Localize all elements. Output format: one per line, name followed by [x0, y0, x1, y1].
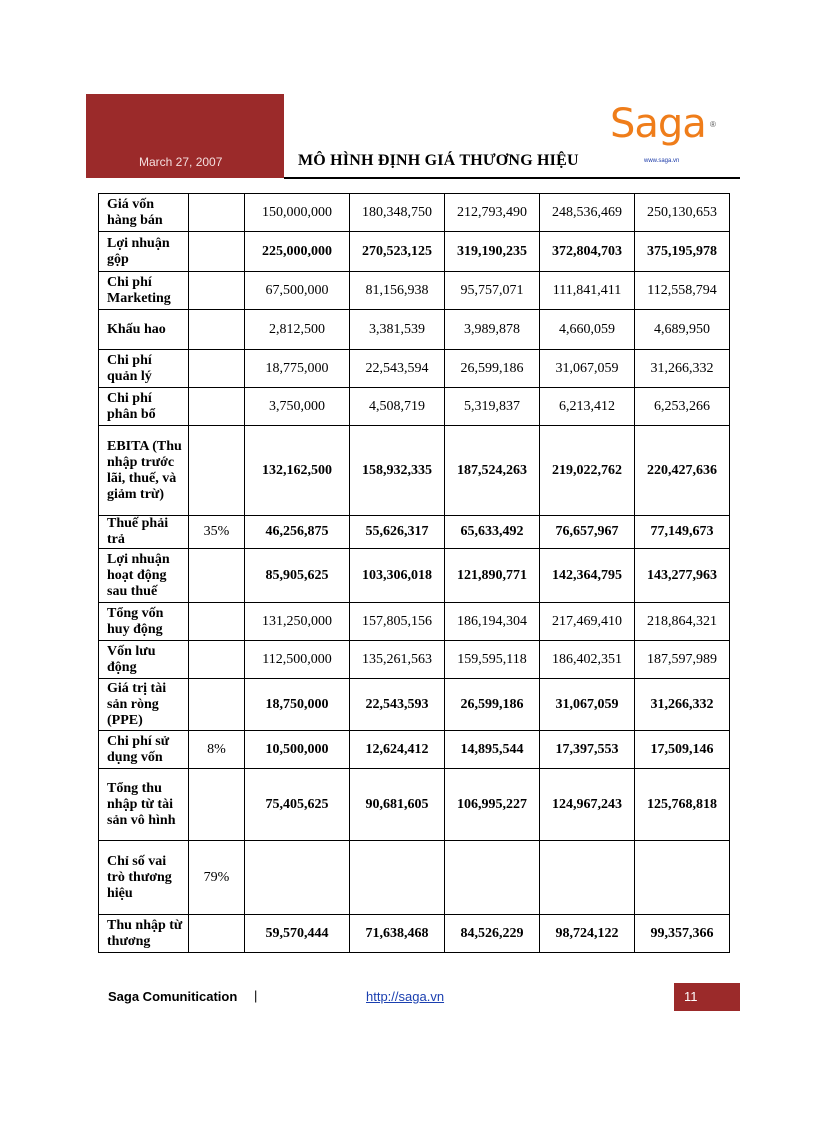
- table-cell: 187,524,263: [445, 426, 540, 516]
- row-rate: [189, 310, 245, 350]
- row-label: Tổng vốn huy động: [99, 603, 189, 641]
- row-label: Thuế phải trả: [99, 516, 189, 549]
- table-cell: 31,266,332: [635, 350, 730, 388]
- table-row: [99, 679, 730, 731]
- footer-company: Saga Comunitication: [108, 989, 238, 1004]
- table-cell: 95,757,071: [445, 272, 540, 310]
- table-cell: 219,022,762: [540, 426, 635, 516]
- row-rate: 79%: [189, 841, 245, 915]
- table-row: [99, 915, 730, 953]
- footer-separator: |: [254, 988, 258, 1003]
- table-cell: 75,405,625: [245, 769, 350, 841]
- table-cell: 22,543,594: [350, 350, 445, 388]
- table-cell: 270,523,125: [350, 232, 445, 272]
- table-cell: 31,067,059: [540, 350, 635, 388]
- table-cell: 121,890,771: [445, 549, 540, 603]
- table-row: [99, 310, 730, 350]
- table-cell: 150,000,000: [245, 194, 350, 232]
- table-row: [99, 641, 730, 679]
- table-cell: 248,536,469: [540, 194, 635, 232]
- table-cell: 157,805,156: [350, 603, 445, 641]
- table-cell: 180,348,750: [350, 194, 445, 232]
- table-cell: 85,905,625: [245, 549, 350, 603]
- row-rate: [189, 388, 245, 426]
- row-rate: [189, 232, 245, 272]
- table-cell: 67,500,000: [245, 272, 350, 310]
- table-cell: 2,812,500: [245, 310, 350, 350]
- table-cell: 112,500,000: [245, 641, 350, 679]
- row-rate: [189, 350, 245, 388]
- table-cell: 26,599,186: [445, 350, 540, 388]
- table-cell: 375,195,978: [635, 232, 730, 272]
- row-label: Giá vốn hàng bán: [99, 194, 189, 232]
- row-label: Giá trị tài sản ròng (PPE): [99, 679, 189, 731]
- table-cell: 143,277,963: [635, 549, 730, 603]
- table-row: [99, 516, 730, 549]
- table-row: [99, 388, 730, 426]
- table-cell: 59,570,444: [245, 915, 350, 953]
- table-cell: 111,841,411: [540, 272, 635, 310]
- table-cell: 76,657,967: [540, 516, 635, 549]
- table-cell: 5,319,837: [445, 388, 540, 426]
- table-cell: 319,190,235: [445, 232, 540, 272]
- table-cell: 31,067,059: [540, 679, 635, 731]
- table-cell: 65,633,492: [445, 516, 540, 549]
- page-title: MÔ HÌNH ĐỊNH GIÁ THƯƠNG HIỆU: [298, 152, 579, 169]
- row-label: Chỉ số vai trò thương hiệu: [99, 841, 189, 915]
- table-cell: 103,306,018: [350, 549, 445, 603]
- row-rate: 35%: [189, 516, 245, 549]
- logo-url: www.saga.vn: [644, 158, 680, 164]
- table-cell: 225,000,000: [245, 232, 350, 272]
- table-row: [99, 194, 730, 232]
- table-cell: 106,995,227: [445, 769, 540, 841]
- valuation-table: [98, 193, 730, 953]
- table-cell: 217,469,410: [540, 603, 635, 641]
- table-cell: 18,775,000: [245, 350, 350, 388]
- saga-logo: [606, 101, 722, 168]
- table-row: [99, 232, 730, 272]
- header-date: March 27, 2007: [139, 155, 223, 169]
- table-row: [99, 272, 730, 310]
- table-cell: 14,895,544: [445, 731, 540, 769]
- table-cell: 81,156,938: [350, 272, 445, 310]
- row-rate: [189, 641, 245, 679]
- row-label: Vốn lưu động: [99, 641, 189, 679]
- table-row: [99, 731, 730, 769]
- row-label: Tổng thu nhập từ tài sản vô hình: [99, 769, 189, 841]
- table-row: [99, 549, 730, 603]
- row-label: Lợi nhuận gộp: [99, 232, 189, 272]
- table-cell: 22,543,593: [350, 679, 445, 731]
- footer-website-link[interactable]: http://saga.vn: [366, 989, 445, 1004]
- table-cell: 372,804,703: [540, 232, 635, 272]
- table-cell: 220,427,636: [635, 426, 730, 516]
- row-label: Khấu hao: [99, 310, 189, 350]
- table-cell: 46,256,875: [245, 516, 350, 549]
- row-rate: [189, 194, 245, 232]
- table-cell: 112,558,794: [635, 272, 730, 310]
- table-row: [99, 769, 730, 841]
- table-cell: 10,500,000: [245, 731, 350, 769]
- table-cell: 84,526,229: [445, 915, 540, 953]
- table-cell: [540, 841, 635, 915]
- table-cell: 158,932,335: [350, 426, 445, 516]
- table-cell: 186,402,351: [540, 641, 635, 679]
- table-body: [99, 194, 730, 953]
- table-cell: 3,750,000: [245, 388, 350, 426]
- table-cell: 3,989,878: [445, 310, 540, 350]
- row-rate: [189, 679, 245, 731]
- table-row: [99, 841, 730, 915]
- table-cell: 4,508,719: [350, 388, 445, 426]
- table-cell: 124,967,243: [540, 769, 635, 841]
- table-cell: 31,266,332: [635, 679, 730, 731]
- table-cell: 12,624,412: [350, 731, 445, 769]
- table-cell: 55,626,317: [350, 516, 445, 549]
- table-cell: 26,599,186: [445, 679, 540, 731]
- table-row: [99, 350, 730, 388]
- row-rate: [189, 603, 245, 641]
- table-cell: 186,194,304: [445, 603, 540, 641]
- row-label: Chi phí Marketing: [99, 272, 189, 310]
- table-cell: 135,261,563: [350, 641, 445, 679]
- table-cell: 90,681,605: [350, 769, 445, 841]
- row-rate: [189, 426, 245, 516]
- logo-wordmark: Saga: [610, 101, 706, 147]
- table-cell: 3,381,539: [350, 310, 445, 350]
- table-cell: [445, 841, 540, 915]
- table-cell: [245, 841, 350, 915]
- table-cell: 17,397,553: [540, 731, 635, 769]
- row-rate: [189, 915, 245, 953]
- table-cell: 17,509,146: [635, 731, 730, 769]
- table-cell: [635, 841, 730, 915]
- table-cell: 99,357,366: [635, 915, 730, 953]
- row-label: EBITA (Thu nhập trước lãi, thuế, và giảm trừ): [99, 426, 189, 516]
- table-cell: 250,130,653: [635, 194, 730, 232]
- table-row: [99, 603, 730, 641]
- table-cell: 187,597,989: [635, 641, 730, 679]
- row-label: Thu nhập từ thương: [99, 915, 189, 953]
- table-cell: 4,689,950: [635, 310, 730, 350]
- table-cell: 212,793,490: [445, 194, 540, 232]
- page-number: 11: [674, 983, 740, 1011]
- row-label: Lợi nhuận hoạt động sau thuế: [99, 549, 189, 603]
- table-cell: 98,724,122: [540, 915, 635, 953]
- table-cell: 18,750,000: [245, 679, 350, 731]
- table-cell: 6,213,412: [540, 388, 635, 426]
- header-divider: [284, 177, 740, 179]
- table-cell: 159,595,118: [445, 641, 540, 679]
- logo-registered-mark: ®: [710, 120, 716, 129]
- table-cell: 77,149,673: [635, 516, 730, 549]
- table-cell: 6,253,266: [635, 388, 730, 426]
- table-cell: [350, 841, 445, 915]
- row-label: Chi phí phân bổ: [99, 388, 189, 426]
- table-cell: 142,364,795: [540, 549, 635, 603]
- row-rate: [189, 272, 245, 310]
- row-rate: [189, 549, 245, 603]
- table-cell: 125,768,818: [635, 769, 730, 841]
- table-row: [99, 426, 730, 516]
- table-cell: 218,864,321: [635, 603, 730, 641]
- row-rate: 8%: [189, 731, 245, 769]
- row-label: Chi phí quản lý: [99, 350, 189, 388]
- table-cell: 131,250,000: [245, 603, 350, 641]
- row-rate: [189, 769, 245, 841]
- table-cell: 132,162,500: [245, 426, 350, 516]
- table-cell: 71,638,468: [350, 915, 445, 953]
- table-cell: 4,660,059: [540, 310, 635, 350]
- row-label: Chi phí sử dụng vốn: [99, 731, 189, 769]
